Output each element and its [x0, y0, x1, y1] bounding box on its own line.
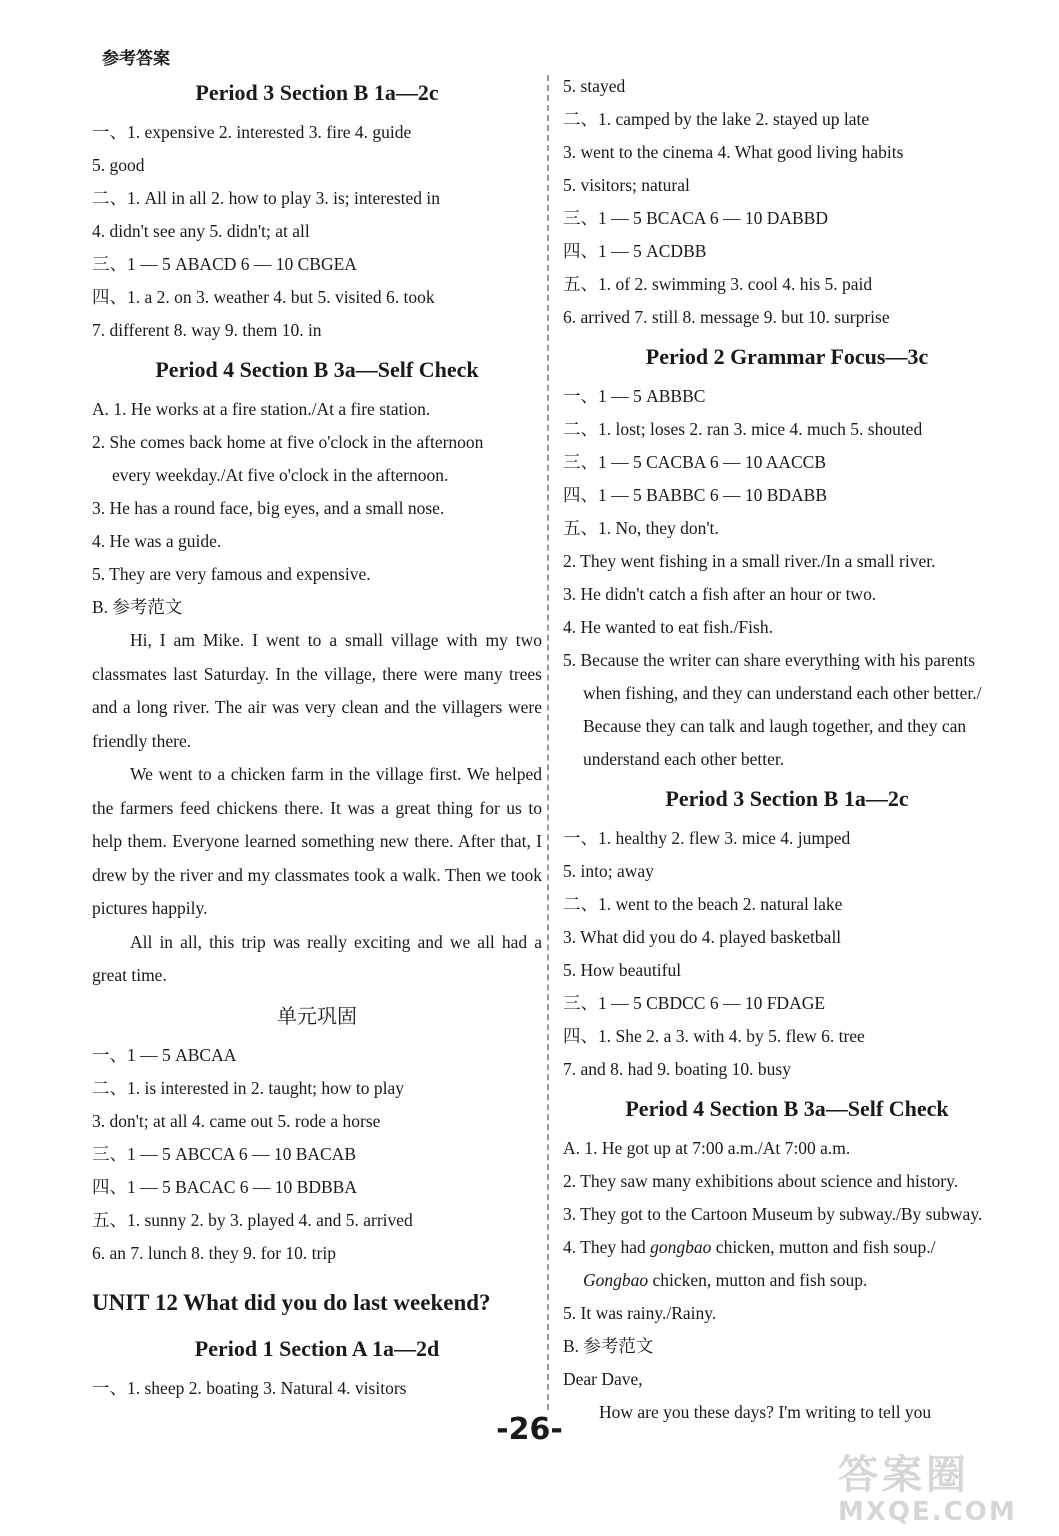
- section-heading: Period 1 Section A 1a—2d: [194, 1335, 440, 1361]
- answer-line: 5. visitors; natural: [563, 175, 690, 195]
- answer-line: 5. into; away: [563, 861, 654, 881]
- answer-line: 五、1. No, they don't.: [563, 518, 719, 538]
- answer-line: 5. Because the writer can share everything with his parents: [563, 650, 976, 670]
- answer-line: 三、1 — 5 ABACD 6 — 10 CBGEA: [92, 254, 357, 274]
- unit-title: UNIT 12 What did you do last weekend?: [92, 1289, 491, 1315]
- column-divider: [547, 75, 549, 1410]
- answer-line: A. 1. He got up at 7:00 a.m./At 7:00 a.m.: [563, 1138, 851, 1158]
- answer-line: 3. They got to the Cartoon Museum by subway./By subway.: [563, 1204, 983, 1224]
- answer-line: 一、1. expensive 2. interested 3. fire 4. guide: [92, 122, 412, 142]
- answer-line: 四、1 — 5 BABBC 6 — 10 BDABB: [563, 485, 827, 505]
- answer-line: 4. He wanted to eat fish./Fish.: [563, 617, 773, 637]
- answer-line: every weekday./At five o'clock in the afternoon.: [112, 465, 449, 485]
- answer-line: A. 1. He works at a fire station./At a fire station.: [92, 399, 431, 419]
- answer-line: 4. He was a guide.: [92, 531, 222, 551]
- answer-line: 二、1. went to the beach 2. natural lake: [563, 894, 843, 914]
- answer-line: B. 参考范文: [563, 1336, 654, 1356]
- answer-line: 3. He has a round face, big eyes, and a small nose.: [92, 498, 445, 518]
- answer-line: understand each other better.: [583, 749, 785, 769]
- answer-line: 3. What did you do 4. played basketball: [563, 927, 842, 947]
- section-heading: Period 3 Section B 1a—2c: [195, 80, 439, 105]
- answer-line: 二、1. All in all 2. how to play 3. is; interested in: [92, 188, 441, 208]
- answer-line: 6. arrived 7. still 8. message 9. but 10. surprise: [563, 307, 890, 327]
- answer-line: 5. It was rainy./Rainy.: [563, 1303, 717, 1323]
- answer-line: 四、1. a 2. on 3. weather 4. but 5. visited 6. took: [92, 287, 435, 307]
- section-heading: Period 4 Section B 3a—Self Check: [155, 357, 479, 382]
- answer-line: 2. They went fishing in a small river./In a small river.: [563, 551, 936, 571]
- answer-line: 一、1. sheep 2. boating 3. Natural 4. visitors: [92, 1377, 407, 1398]
- essay-paragraph: We went to a chicken farm in the village first. We helped the farmers feed chickens there. It was a great thing for us to help them. Everyone learned something new there. After that, I drew by the river and my classmates took a walk. Then we took pictures happily.: [92, 764, 542, 918]
- answer-line: 三、1 — 5 CBDCC 6 — 10 FDAGE: [563, 993, 826, 1013]
- letter-text: How are you these days? I'm writing to tell you: [599, 1402, 932, 1422]
- page-header: 参考答案: [102, 49, 170, 69]
- page-number: -26-: [496, 1412, 563, 1447]
- watermark-logo: [838, 1452, 1028, 1532]
- answer-line: 三、1 — 5 BCACA 6 — 10 DABBD: [563, 208, 828, 228]
- answer-line: 6. an 7. lunch 8. they 9. for 10. trip: [92, 1242, 336, 1263]
- answer-line: 7. different 8. way 9. them 10. in: [92, 320, 322, 340]
- answer-line: 二、1. camped by the lake 2. stayed up late: [563, 109, 870, 129]
- answer-line: 三、1 — 5 CACBA 6 — 10 AACCB: [563, 452, 827, 472]
- answer-line: 五、1. of 2. swimming 3. cool 4. his 5. paid: [563, 274, 873, 294]
- answer-line: 5. stayed: [563, 76, 626, 96]
- answer-line: Because they can talk and laugh together, and they can: [583, 716, 967, 736]
- essay-paragraph: Hi, I am Mike. I went to a small village with my two classmates last Saturday. In the village, there were many trees and a long river. The air was very clean and the villagers were friendly there.: [92, 630, 542, 751]
- answer-line: 4. didn't see any 5. didn't; at all: [92, 221, 310, 241]
- answer-line: 一、1 — 5 ABBBC: [563, 386, 706, 406]
- answer-line: 4. They had gongbao chicken, mutton and fish soup./: [563, 1237, 936, 1257]
- answer-line: 一、1 — 5 ABCAA: [92, 1044, 237, 1065]
- answer-line: 7. and 8. had 9. boating 10. busy: [563, 1059, 791, 1079]
- answer-line: B. 参考范文: [92, 597, 183, 617]
- answer-line: 3. went to the cinema 4. What good living habits: [563, 142, 904, 162]
- answer-line: 二、1. lost; loses 2. ran 3. mice 4. much 5. shouted: [563, 419, 923, 439]
- answer-line: when fishing, and they can understand each other better./: [583, 683, 982, 703]
- answer-line: 5. good: [92, 155, 145, 175]
- left-column: [92, 70, 542, 1405]
- answer-line: 2. They saw many exhibitions about science and history.: [563, 1171, 959, 1191]
- section-heading: Period 2 Grammar Focus—3c: [645, 344, 929, 369]
- answer-line: 一、1. healthy 2. flew 3. mice 4. jumped: [563, 828, 851, 848]
- answer-line: 四、1. She 2. a 3. with 4. by 5. flew 6. tree: [563, 1026, 865, 1046]
- watermark-top: 答案圈: [838, 1452, 970, 1498]
- section-heading: Period 4 Section B 3a—Self Check: [625, 1096, 949, 1121]
- watermark-bottom: MXQE.COM: [838, 1497, 1017, 1527]
- answer-line: 二、1. is interested in 2. taught; how to play: [92, 1077, 405, 1098]
- answer-line: 四、1 — 5 BACAC 6 — 10 BDBBA: [92, 1176, 357, 1197]
- answer-line: Gongbao chicken, mutton and fish soup.: [583, 1270, 868, 1290]
- section-heading: 单元巩固: [277, 1003, 357, 1028]
- answer-line: 5. How beautiful: [563, 960, 682, 980]
- answer-line: 3. don't; at all 4. came out 5. rode a horse: [92, 1110, 381, 1131]
- answer-line: 三、1 — 5 ABCCA 6 — 10 BACAB: [92, 1143, 356, 1164]
- answer-line: 五、1. sunny 2. by 3. played 4. and 5. arrived: [92, 1209, 413, 1230]
- answer-line: 2. She comes back home at five o'clock in the afternoon: [92, 432, 484, 452]
- answer-line: 5. They are very famous and expensive.: [92, 564, 371, 584]
- answer-line: 四、1 — 5 ACDBB: [563, 241, 707, 261]
- essay-paragraph: All in all, this trip was really exciting and we all had a great time.: [92, 931, 542, 985]
- answer-line: 3. He didn't catch a fish after an hour or two.: [563, 584, 877, 604]
- letter-salutation: Dear Dave,: [563, 1369, 643, 1389]
- right-column: [563, 70, 1011, 1429]
- section-heading: Period 3 Section B 1a—2c: [665, 786, 909, 811]
